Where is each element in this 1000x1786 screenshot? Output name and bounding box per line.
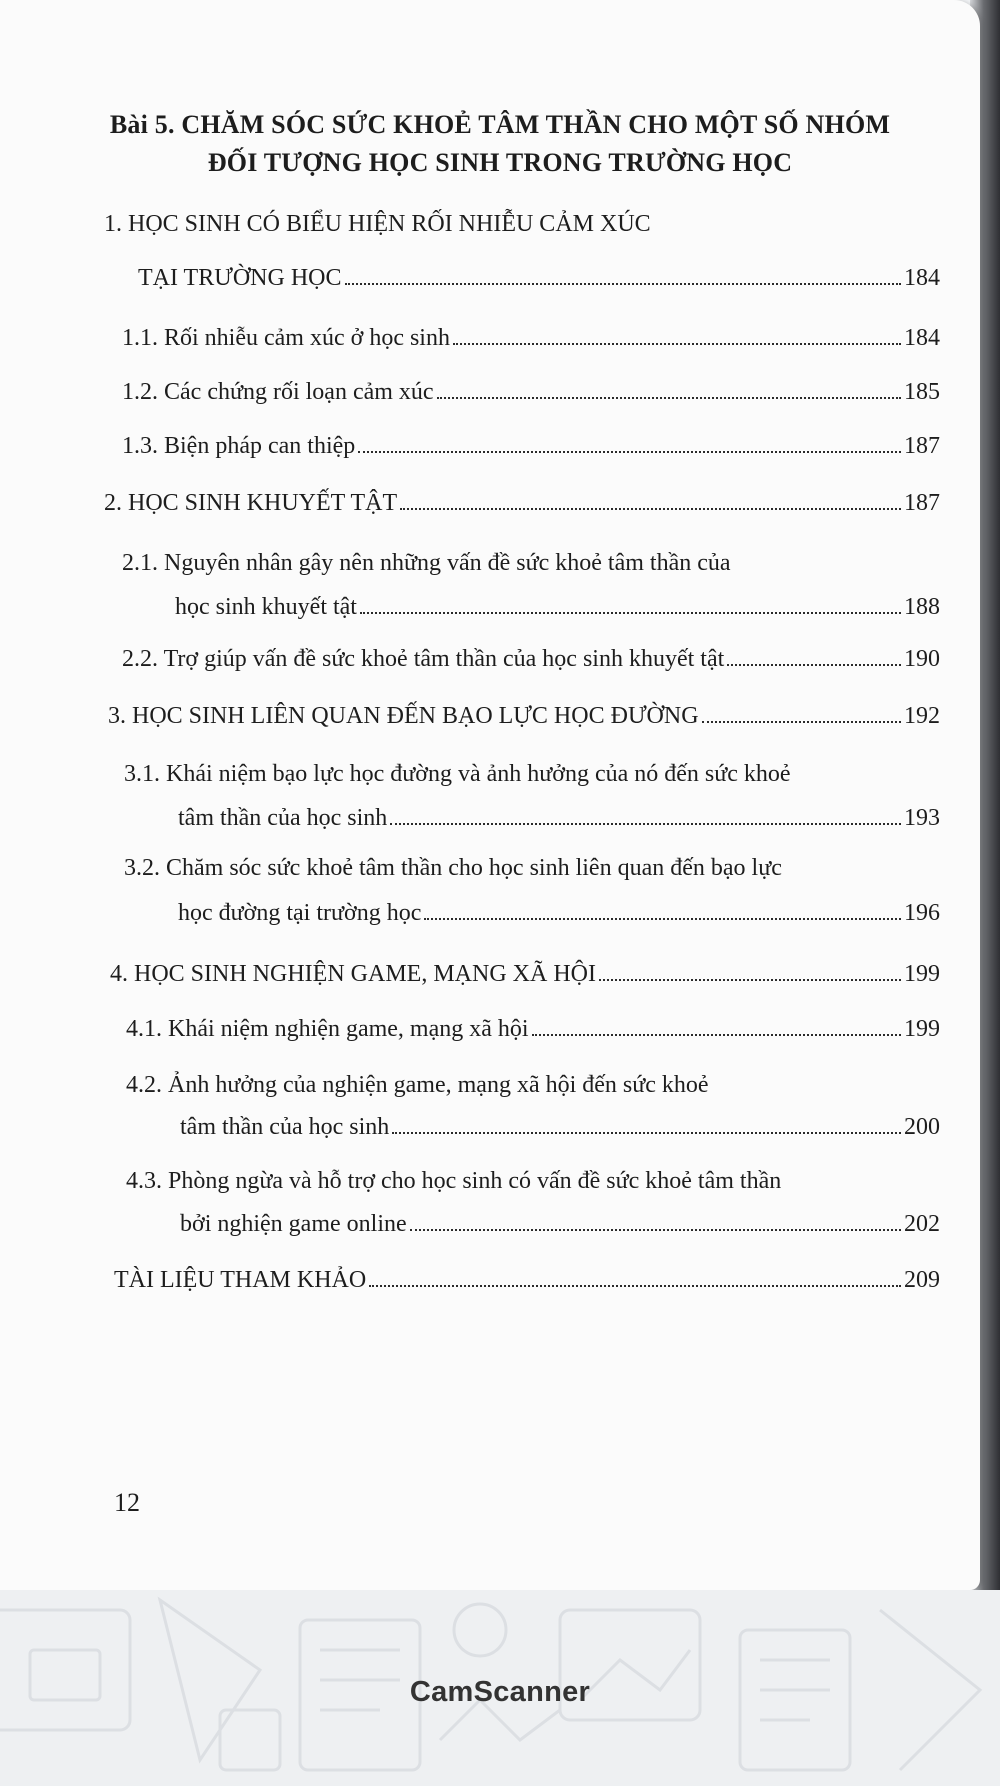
toc-item-2-1-line-1[interactable]: 2.1. Nguyên nhân gây nên những vấn đề sức khoẻ tâm thần của xyxy=(122,550,731,576)
toc-section-1-title-cont: TẠI TRƯỜNG HỌC xyxy=(138,265,342,291)
leader-dots xyxy=(360,612,901,614)
leader-dots xyxy=(702,721,901,723)
toc-item-1-3[interactable] xyxy=(122,431,940,461)
leader-dots xyxy=(599,979,901,981)
toc-page-number: 200 xyxy=(904,1114,940,1140)
toc-item-3-2[interactable] xyxy=(178,898,940,928)
toc-item-text: học sinh khuyết tật xyxy=(175,594,357,620)
toc-item-text: 2.2. Trợ giúp vấn đề sức khoẻ tâm thần của học sinh khuyết tật xyxy=(122,646,725,672)
toc-item-text: bởi nghiện game online xyxy=(180,1211,407,1237)
scanner-footer xyxy=(0,1590,1000,1786)
toc-item-text: 1.1. Rối nhiễu cảm xúc ở học sinh xyxy=(122,325,450,351)
toc-section-2-title: 2. HỌC SINH KHUYẾT TẬT xyxy=(104,490,398,516)
toc-item-text: học đường tại trường học xyxy=(178,900,422,926)
toc-page-number: 192 xyxy=(904,703,940,729)
leader-dots xyxy=(345,283,901,285)
leader-dots xyxy=(532,1034,901,1036)
toc-references-title: TÀI LIỆU THAM KHẢO xyxy=(114,1267,367,1293)
toc-page-number: 199 xyxy=(904,961,940,987)
toc-item-text: tâm thần của học sinh xyxy=(180,1114,390,1140)
toc-page-number: 184 xyxy=(904,325,940,351)
toc-page-number: 209 xyxy=(904,1267,940,1293)
leader-dots xyxy=(358,451,901,453)
toc-item-1-1[interactable] xyxy=(122,323,940,353)
leader-dots xyxy=(437,397,901,399)
toc-item-4-3-line-1[interactable]: 4.3. Phòng ngừa và hỗ trợ cho học sinh có vấn đề sức khoẻ tâm thần xyxy=(126,1168,782,1194)
toc-item-2-1[interactable] xyxy=(175,592,940,622)
toc-item-2-2[interactable] xyxy=(122,644,940,674)
toc-item-3-1[interactable] xyxy=(178,803,940,833)
leader-dots xyxy=(369,1285,901,1287)
toc-page-number: 199 xyxy=(904,1016,940,1042)
toc-page-number: 187 xyxy=(904,490,940,516)
toc-page-number: 190 xyxy=(904,646,940,672)
leader-dots xyxy=(392,1132,901,1134)
toc-section-4-title: 4. HỌC SINH NGHIỆN GAME, MẠNG XÃ HỘI xyxy=(110,961,596,987)
toc-item-text: 1.3. Biện pháp can thiệp xyxy=(122,433,356,459)
toc-section-4-entry[interactable] xyxy=(110,959,940,989)
leader-dots xyxy=(390,823,901,825)
toc-page-number: 196 xyxy=(904,900,940,926)
toc-section-3-entry[interactable] xyxy=(108,701,940,731)
chapter-heading-line-2: ĐỐI TƯỢNG HỌC SINH TRONG TRƯỜNG HỌC xyxy=(207,148,793,177)
toc-section-3-title: 3. HỌC SINH LIÊN QUAN ĐẾN BẠO LỰC HỌC ĐƯỜNG xyxy=(108,703,699,729)
toc-section-1-entry[interactable] xyxy=(138,263,940,293)
camscanner-brand: CamScanner xyxy=(409,1676,591,1708)
toc-item-text: tâm thần của học sinh xyxy=(178,805,388,831)
toc-item-text: 1.2. Các chứng rối loạn cảm xúc xyxy=(122,379,434,405)
toc-item-4-1[interactable] xyxy=(126,1014,940,1044)
toc-item-4-2[interactable] xyxy=(180,1112,940,1142)
leader-dots xyxy=(410,1229,901,1231)
chapter-heading-line-1: Bài 5. CHĂM SÓC SỨC KHOẺ TÂM THẦN CHO MỘT SỐ NHÓM xyxy=(109,110,891,139)
toc-item-4-3[interactable] xyxy=(180,1209,940,1239)
toc-item-1-2[interactable] xyxy=(122,377,940,407)
toc-page-number: 184 xyxy=(904,265,940,291)
toc-item-3-1-line-1[interactable]: 3.1. Khái niệm bạo lực học đường và ảnh hưởng của nó đến sức khoẻ xyxy=(124,761,791,787)
toc-item-text: 4.1. Khái niệm nghiện game, mạng xã hội xyxy=(126,1016,529,1042)
leader-dots xyxy=(424,918,901,920)
toc-references-entry[interactable] xyxy=(114,1265,940,1295)
toc-page-number: 202 xyxy=(904,1211,940,1237)
page-number: 12 xyxy=(114,1488,140,1517)
leader-dots xyxy=(453,343,901,345)
toc-page-number: 188 xyxy=(904,594,940,620)
leader-dots xyxy=(400,508,901,510)
toc-section-1-title[interactable]: 1. HỌC SINH CÓ BIỂU HIỆN RỐI NHIỄU CẢM XÚC xyxy=(104,211,651,237)
toc-page-number: 193 xyxy=(904,805,940,831)
toc-item-3-2-line-1[interactable]: 3.2. Chăm sóc sức khoẻ tâm thần cho học sinh liên quan đến bạo lực xyxy=(124,855,782,881)
toc-page-number: 187 xyxy=(904,433,940,459)
toc-item-4-2-line-1[interactable]: 4.2. Ảnh hưởng của nghiện game, mạng xã hội đến sức khoẻ xyxy=(126,1072,709,1098)
leader-dots xyxy=(727,664,901,666)
toc-page-number: 185 xyxy=(904,379,940,405)
toc-section-2-entry[interactable] xyxy=(104,488,940,518)
